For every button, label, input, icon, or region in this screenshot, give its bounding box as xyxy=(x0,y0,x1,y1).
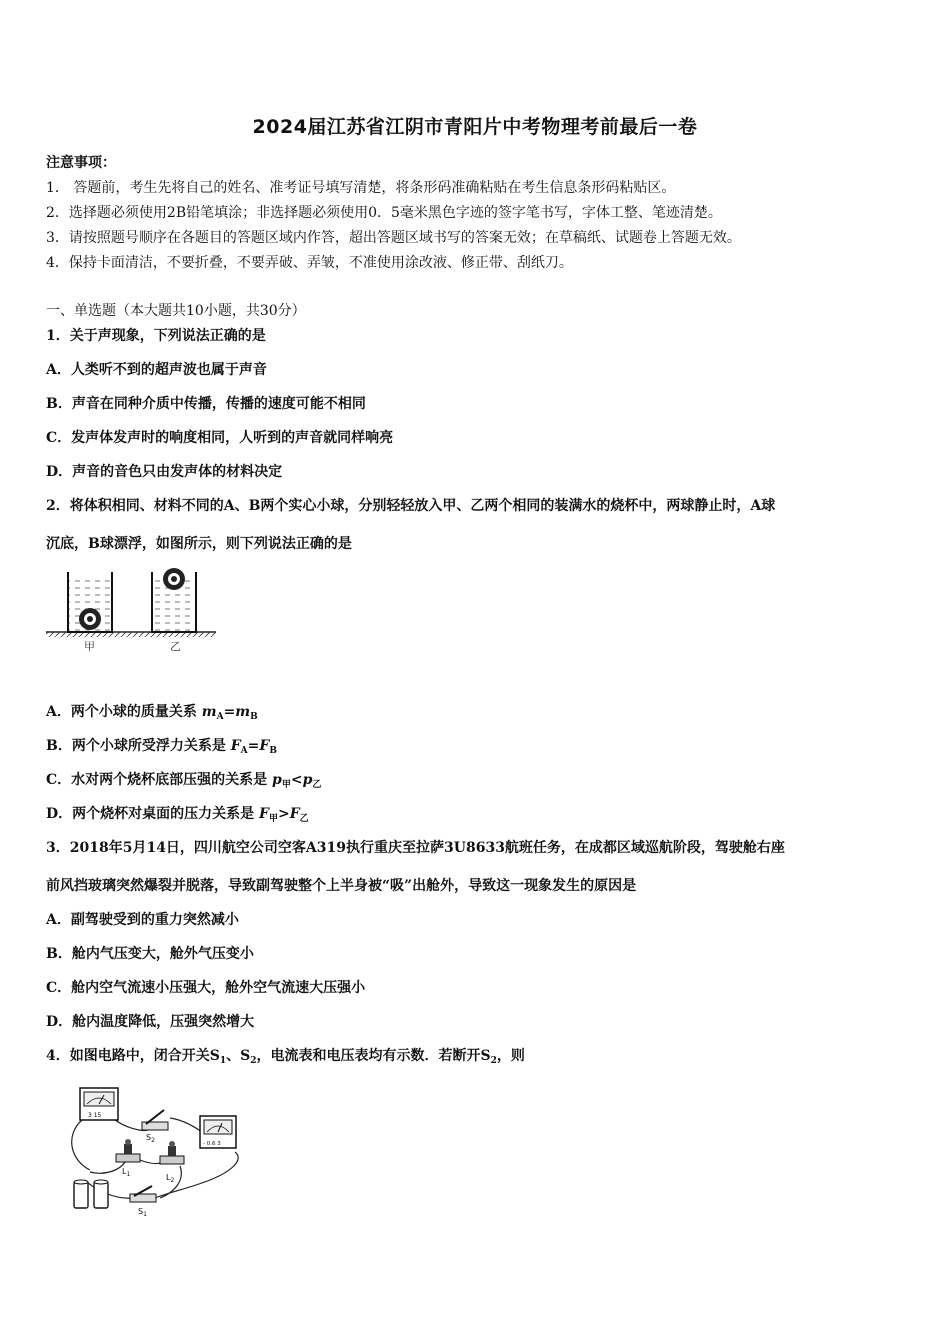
beaker-yi xyxy=(152,568,196,632)
q2-stem-line1: 2．将体积相同、材料不同的A、B两个实心小球，分别轻轻放入甲、乙两个相同的装满水的烧杯中，两球静止时，A球 xyxy=(46,498,776,514)
label-yi: 乙 xyxy=(170,640,181,653)
q2-option-a: A．两个小球的质量关系 $m_A=m_B$ xyxy=(46,704,258,722)
label-s2: $S_2$ xyxy=(146,1133,155,1144)
notice-heading: 注意事项： xyxy=(46,155,116,171)
q1-option-a: A．人类听不到的超声波也属于声音 xyxy=(46,362,267,378)
q3-option-a: A．副驾驶受到的重力突然减小 xyxy=(46,912,239,928)
voltmeter xyxy=(200,1116,236,1148)
battery-pack xyxy=(74,1180,108,1208)
switch-s1 xyxy=(130,1186,156,1218)
beaker-figure xyxy=(44,564,224,659)
label-jia: 甲 xyxy=(84,640,95,653)
label-s1: $S_1$ xyxy=(138,1207,147,1218)
q1-option-b: B．声音在同种介质中传播，传播的速度可能不相同 xyxy=(46,396,366,412)
q3-option-d: D．舱内温度降低，压强突然增大 xyxy=(46,1014,255,1030)
notice-item-1: 1． 答题前，考生先将自己的姓名、准考证号填写清楚，将条形码准确粘贴在考生信息条形码粘贴区。 xyxy=(46,180,676,196)
q1-stem: 1．关于声现象，下列说法正确的是 xyxy=(46,328,266,344)
notice-item-4: 4．保持卡面清洁，不要折叠，不要弄破、弄皱，不准使用涂改液、修正带、刮纸刀。 xyxy=(46,255,573,271)
lamp-l1 xyxy=(116,1139,140,1178)
q2-option-c: C．水对两个烧杯底部压强的关系是 $p_甲<p_乙$ xyxy=(46,772,322,790)
beaker-jia xyxy=(68,572,112,632)
page-title: 2024届江苏省江阴市青阳片中考物理考前最后一卷 xyxy=(252,116,698,138)
label-l2: $L_2$ xyxy=(166,1173,175,1184)
q1-option-c: C．发声体发声时的响度相同，人听到的声音就同样响亮 xyxy=(46,430,394,446)
notice-item-3: 3．请按照题号顺序在各题目的答题区域内作答，超出答题区域书写的答案无效；在草稿纸、试题卷上答题无效。 xyxy=(46,230,741,246)
ammeter xyxy=(80,1088,118,1120)
q2-stem-line2: 沉底，B球漂浮，如图所示，则下列说法正确的是 xyxy=(46,536,352,552)
notice-item-2: 2．选择题必须使用2B铅笔填涂；非选择题必须使用0．5毫米黑色字迹的签字笔书写，字体工整、笔迹清楚。 xyxy=(46,205,722,221)
q3-stem-line1: 3．2018年5月14日，四川航空公司空客A319执行重庆至拉萨3U8633航班任务，在成都区域巡航阶段，驾驶舱右座 xyxy=(46,840,785,856)
q3-stem-line2: 前风挡玻璃突然爆裂并脱落，导致副驾驶整个上半身被“吸”出舱外，导致这一现象发生的原因是 xyxy=(46,878,637,894)
q3-option-c: C．舱内空气流速小压强大，舱外空气流速大压强小 xyxy=(46,980,366,996)
voltmeter-scale: - 0.6 3 xyxy=(203,1141,221,1147)
q4-stem: 4．如图电路中，闭合开关$S_1$、$S_2$，电流表和电压表均有示数．若断开$S_2$，则 xyxy=(46,1048,525,1066)
circuit-figure xyxy=(60,1080,260,1220)
q3-option-b: B．舱内气压变大，舱外气压变小 xyxy=(46,946,254,962)
q2-option-d: D．两个烧杯对桌面的压力关系是 $F_甲>F_乙$ xyxy=(46,806,309,824)
section-heading: 一、单选题（本大题共10小题，共30分） xyxy=(46,303,306,319)
switch-s2 xyxy=(142,1110,168,1144)
q2-option-b: B．两个小球所受浮力关系是 $F_A=F_B$ xyxy=(46,738,277,756)
ammeter-scale: 3 15 xyxy=(88,1112,102,1119)
label-l1: $L_1$ xyxy=(122,1167,131,1178)
q1-option-d: D．声音的音色只由发声体的材料决定 xyxy=(46,464,283,480)
